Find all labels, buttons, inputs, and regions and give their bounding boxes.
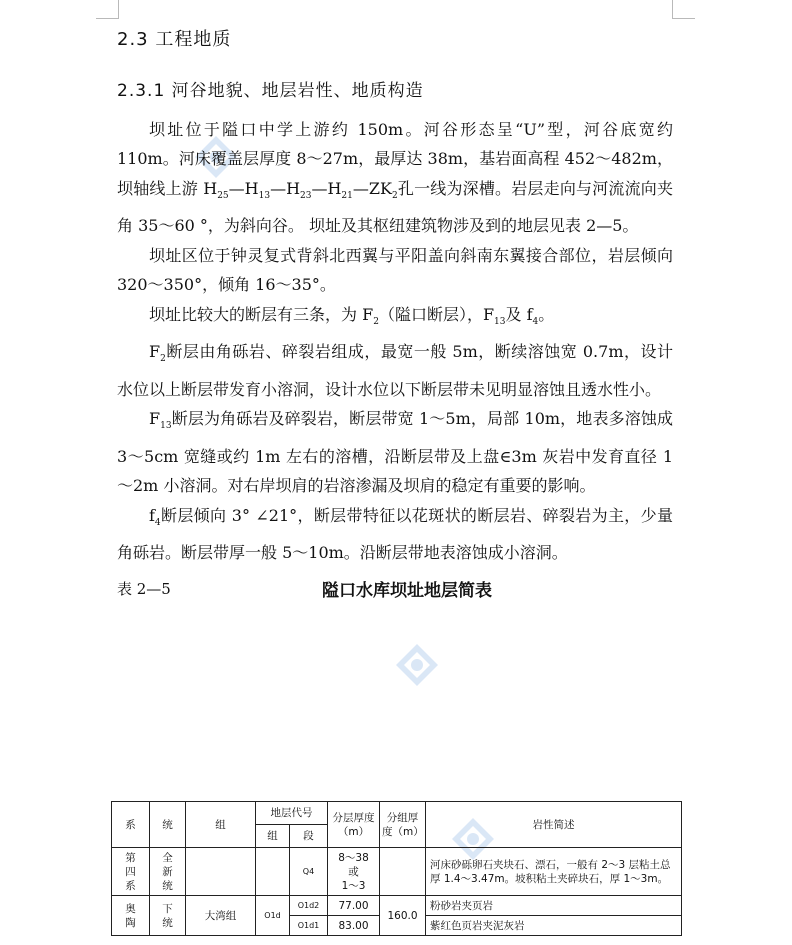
cell-xi: 第四系 (112, 848, 150, 896)
table-caption-label: 表 2—5 (117, 579, 171, 598)
cell-description: 粉砂岩夹页岩 (426, 896, 682, 916)
paragraph-faults: 坝址比较大的断层有三条，为 $F_2$（隘口断层），$F_{13}$及 $f_4$。 (149, 304, 555, 327)
cell-code-zu: O1d (256, 896, 290, 936)
paragraph-fault-f4: $f_4$断层倾向 3° ∠21°，断层带特征以花斑状的断层岩、碎裂岩为主，少量角砾岩。断层带厚一般 5～10m。沿断层带地表溶蚀成小溶洞。 (117, 505, 673, 563)
cell-xi: 奥陶 (112, 896, 150, 936)
header-layer-thickness: 分层厚度（m） (328, 802, 380, 848)
paragraph-valley: 坝址位于隘口中学上游约 150m。河谷形态呈“U”型，河谷底宽约 110m。河床覆盖层厚度 8～27m，最厚达 38m，基岩面高程 452～482m，坝轴线上游 $H_{25}—H_{13}—H_{23}—H_{21}—ZK_2$孔一线为深槽。岩层走向与河流流向夹角 35～60 °，为斜向谷。 坝址及其枢纽建筑物涉及到的地层见表 2—5。 (117, 120, 673, 236)
header-zu: 组 (186, 802, 256, 848)
cell-group-thickness (380, 848, 426, 896)
paragraphs (117, 115, 673, 568)
cell-layer-thickness: 83.00 (328, 916, 380, 936)
strata-table-wrapper (111, 801, 681, 936)
table-caption-title: 隘口水库坝址地层简表 (322, 580, 492, 601)
paragraph-fault-f13: $F_{13}$断层为角砾岩及碎裂岩，断层带宽 1～5m，局部 10m，地表多溶蚀成 3～5cm 宽缝或约 1m 左右的溶槽，沿断层带及上盘∈3m 灰岩中发育直径 1～2m 小溶洞。对右岸坝肩的岩溶渗漏及坝肩的稳定有重要的影响。 (117, 409, 673, 496)
cell-code-duan: Q4 (290, 848, 328, 896)
table-row (112, 848, 682, 896)
header-xi: 系 (112, 802, 150, 848)
cell-tong: 全新统 (150, 848, 186, 896)
page-corner-mark-top-left (96, 0, 119, 19)
header-code-duan: 段 (290, 825, 328, 848)
cell-tong: 下统 (150, 896, 186, 936)
cell-zu: 大湾组 (186, 896, 256, 936)
header-code-zu: 组 (256, 825, 290, 848)
watermark-icon (394, 642, 440, 688)
header-tong: 统 (150, 802, 186, 848)
table-header-row (112, 802, 682, 825)
header-code: 地层代号 (256, 802, 328, 825)
paragraph-structure: 坝址区位于钟灵复式背斜北西翼与平阳盖向斜南东翼接合部位，岩层倾向 320～350°，倾角 16～35°。 (117, 245, 673, 295)
header-group-thickness: 分组厚度（m） (380, 802, 426, 848)
table-row (112, 896, 682, 916)
cell-zu (186, 848, 256, 896)
section-heading: 2.3 工程地质 (117, 29, 232, 50)
cell-description: 河床砂砾卵石夹块石、漂石，一般有 2～3 层粘土总厚 1.4～3.47m。坡积粘土夹碎块石，厚 1～3m。 (426, 848, 682, 896)
cell-description: 紫红色页岩夹泥灰岩 (426, 916, 682, 936)
cell-code-duan: O1d1 (290, 916, 328, 936)
page-corner-mark-top-right (672, 0, 695, 19)
cell-code-zu (256, 848, 290, 896)
document-body (117, 26, 673, 604)
cell-code-duan: O1d2 (290, 896, 328, 916)
table-caption (117, 574, 673, 604)
paragraph-fault-f2: $F_2$断层由角砾岩、碎裂岩组成，最宽一般 5m，断续溶蚀宽 0.7m，设计水位以上断层带发育小溶洞，设计水位以下断层带未见明显溶蚀且透水性小。 (117, 342, 673, 399)
header-description: 岩性简述 (426, 802, 682, 848)
strata-table (111, 801, 682, 936)
subsection-heading: 2.3.1 河谷地貌、地层岩性、地质构造 (117, 81, 424, 101)
cell-group-thickness: 160.0 (380, 896, 426, 936)
cell-layer-thickness: 8～38 或 1～3 (328, 848, 380, 896)
cell-layer-thickness: 77.00 (328, 896, 380, 916)
